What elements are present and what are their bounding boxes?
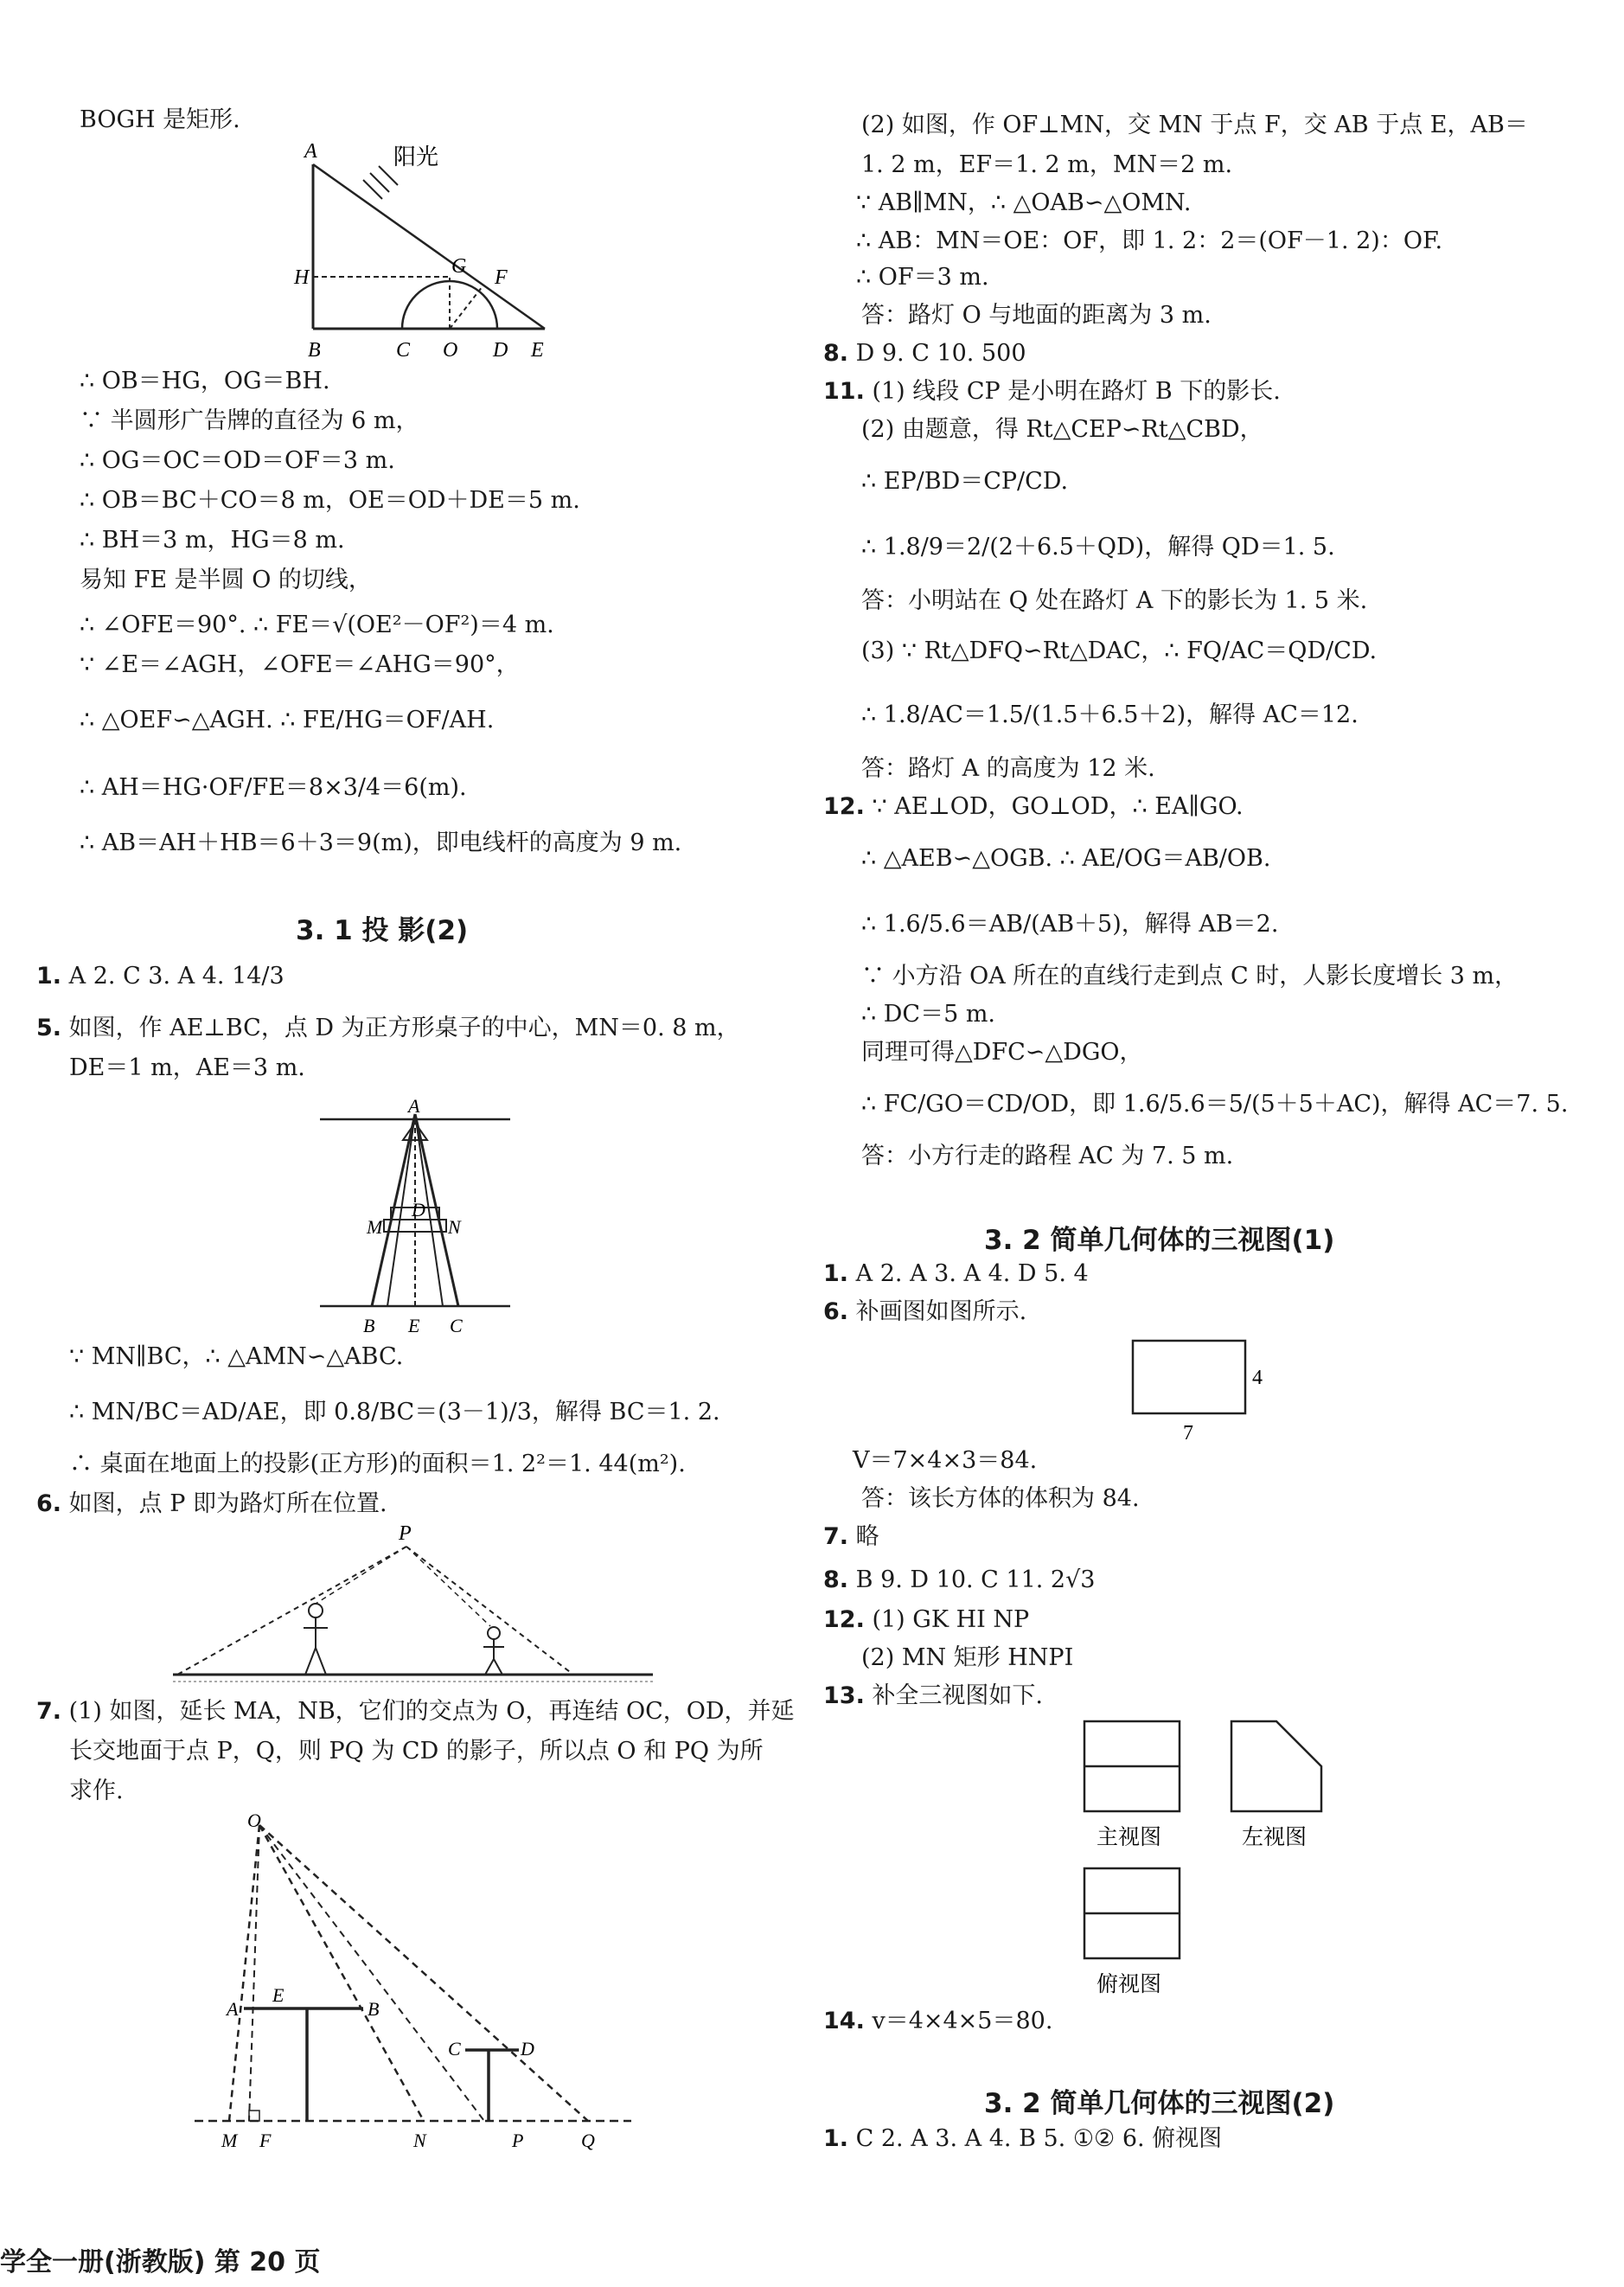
- section-title: 3. 2 简单几何体的三视图(2): [984, 2088, 1335, 2119]
- text-line: 长交地面于点 P，Q，则 PQ 为 CD 的影子，所以点 O 和 PQ 为所: [69, 1738, 764, 1765]
- item-number: 1.: [36, 963, 62, 990]
- text-line: (2) 如图，作 OF⊥MN，交 MN 于点 F，交 AB 于点 E，AB＝: [861, 112, 1528, 138]
- point-label: C: [448, 2038, 461, 2060]
- text-line: ∵ 半圆形广告牌的直径为 6 m，: [80, 407, 419, 434]
- answer-line: [823, 2007, 1052, 2036]
- street-lamp-figure: [169, 1522, 662, 1690]
- answer-line: [36, 1014, 740, 1043]
- item-number: 8.: [823, 340, 849, 367]
- sunlight-label: 阳光: [393, 144, 439, 170]
- text-line: ∵ MN∥BC，∴ △AMN∽△ABC.: [69, 1343, 404, 1370]
- answer-line: [823, 792, 1244, 822]
- point-label: H: [294, 266, 310, 289]
- item-number: 6.: [823, 1298, 849, 1325]
- text-line: ∴ BH＝3 m，HG＝8 m.: [80, 527, 345, 554]
- item-number: 7.: [823, 1523, 849, 1550]
- point-label: F: [259, 2130, 272, 2151]
- point-label: P: [512, 2130, 524, 2151]
- answer-line: [823, 1297, 1026, 1327]
- point-label: B: [368, 1998, 380, 2020]
- text-line: 1. 2 m，EF＝1. 2 m，MN＝2 m.: [861, 151, 1233, 178]
- point-label: D: [521, 2038, 534, 2060]
- item-number: 1.: [823, 2125, 849, 2152]
- point-label: C: [450, 1315, 463, 1336]
- item-text: A 2. C 3. A 4. 14/3: [68, 963, 285, 990]
- item-text: C 2. A 3. A 4. B 5. ①② 6. 俯视图: [855, 2125, 1223, 2152]
- answer-line: [36, 962, 285, 991]
- point-label: P: [399, 1522, 412, 1545]
- point-label: D: [412, 1199, 425, 1220]
- text-line: 易知 FE 是半圆 O 的切线，: [80, 567, 372, 593]
- text-line: BOGH 是矩形.: [80, 106, 240, 133]
- text-line: ∴ OF＝3 m.: [856, 264, 989, 291]
- rectangle-figure: [1124, 1332, 1288, 1448]
- item-text: (1) 如图，延长 MA，NB，它们的交点为 O，再连结 OC，OD，并延: [68, 1698, 795, 1725]
- item-number: 12.: [823, 793, 865, 820]
- item-number: 6.: [36, 1490, 62, 1517]
- point-label: O: [247, 1810, 261, 1831]
- point-label: N: [413, 2130, 426, 2151]
- point-label: M: [221, 2130, 238, 2151]
- section-title: 3. 2 简单几何体的三视图(1): [984, 1225, 1335, 1256]
- text-line: 答：路灯 A 的高度为 12 米.: [861, 755, 1155, 782]
- text-line: 同理可得△DFC∽△DGO，: [861, 1039, 1143, 1066]
- text-line: ∴ OB＝BC＋CO＝8 m，OE＝OD＋DE＝5 m.: [80, 487, 580, 514]
- three-views-figure: [1072, 1716, 1349, 2005]
- item-text: A 2. A 3. A 4. D 5. 4: [855, 1260, 1089, 1287]
- text-line: ∴ 1.6/5.6＝AB/(AB＋5)，解得 AB＝2.: [861, 911, 1279, 938]
- point-label: E: [272, 1984, 285, 2006]
- height-label: 4: [1252, 1367, 1263, 1389]
- text-line: ∴ MN/BC＝AD/AE，即 0.8/BC＝(3－1)/3，解得 BC＝1. 2.: [69, 1399, 720, 1425]
- point-label: Q: [581, 2130, 595, 2151]
- point-label: D: [493, 339, 508, 362]
- point-label: B: [308, 339, 321, 362]
- answer-line: [823, 2124, 1222, 2154]
- text-line: ∴ AH＝HG·OF/FE＝8×3/4＝6(m).: [80, 774, 467, 801]
- text-line: ∴ AB：MN＝OE：OF，即 1. 2：2＝(OF－1. 2)：OF.: [856, 227, 1443, 254]
- item-text: (1) 线段 CP 是小明在路灯 B 下的影长.: [872, 378, 1281, 405]
- left-view-label: 左视图: [1242, 1826, 1308, 1849]
- item-text: 如图，作 AE⊥BC，点 D 为正方形桌子的中心，MN＝0. 8 m，: [68, 1015, 740, 1041]
- front-view-label: 主视图: [1097, 1826, 1162, 1849]
- text-line: ∴ OG＝OC＝OD＝OF＝3 m.: [80, 447, 395, 474]
- item-number: 8.: [823, 1566, 849, 1593]
- table-projection-figure: [311, 1088, 519, 1342]
- point-label: N: [448, 1216, 461, 1238]
- page-footer: 学全一册(浙教版) 第 20 页: [0, 2247, 321, 2277]
- item-text: B 9. D 10. C 11. 2√3: [855, 1566, 1096, 1593]
- item-text: (1) GK HI NP: [872, 1606, 1030, 1633]
- text-line: 答：路灯 O 与地面的距离为 3 m.: [861, 302, 1212, 329]
- text-line: 答：小明站在 Q 处在路灯 A 下的影长为 1. 5 米.: [861, 587, 1368, 614]
- text-line: DE＝1 m，AE＝3 m.: [69, 1054, 305, 1081]
- answer-line: [36, 1489, 387, 1519]
- point-label: A: [227, 1998, 239, 2020]
- point-label: E: [408, 1315, 420, 1336]
- item-text: D 9. C 10. 500: [855, 340, 1026, 367]
- answer-line: [823, 1522, 879, 1552]
- item-number: 1.: [823, 1260, 849, 1287]
- text-line: ∴ 1.8/AC＝1.5/(1.5＋6.5＋2)，解得 AC＝12.: [861, 701, 1359, 728]
- text-line: ∴ △AEB∽△OGB. ∴ AE/OG＝AB/OB.: [861, 845, 1271, 872]
- text-line: (2) MN 矩形 HNPI: [861, 1644, 1074, 1671]
- text-line: ∴ FC/GO＝CD/OD，即 1.6/5.6＝5/(5＋5＋AC)，解得 AC＝7. 5.: [861, 1091, 1569, 1118]
- text-line: (2) 由题意，得 Rt△CEP∽Rt△CBD，: [861, 416, 1263, 443]
- point-label: B: [363, 1315, 375, 1336]
- text-line: (3) ∵ Rt△DFQ∽Rt△DAC，∴ FQ/AC＝QD/CD.: [861, 637, 1378, 664]
- point-label: M: [367, 1216, 383, 1238]
- answer-line: [823, 1259, 1089, 1289]
- point-label: G: [451, 255, 467, 278]
- text-line: ∴ DC＝5 m.: [861, 1001, 996, 1028]
- text-line: ∴ AB＝AH＋HB＝6＋3＝9(m)，即电线杆的高度为 9 m.: [80, 830, 682, 856]
- item-number: 7.: [36, 1698, 62, 1725]
- text-line: ∴ ∠OFE＝90°. ∴ FE＝√(OE²－OF²)＝4 m.: [80, 612, 554, 638]
- text-line: 答：该长方体的体积为 84.: [861, 1485, 1140, 1512]
- point-label: A: [304, 140, 317, 163]
- section-title: 3. 1 投 影(2): [296, 915, 469, 946]
- item-number: 14.: [823, 2008, 865, 2034]
- text-line: 求作.: [69, 1778, 124, 1804]
- answer-line: [823, 1566, 1095, 1595]
- text-line: ∵ 小方沿 OA 所在的直线行走到点 C 时，人影长度增长 3 m，: [861, 963, 1519, 990]
- text-line: ∵ AB∥MN，∴ △OAB∽△OMN.: [856, 189, 1192, 216]
- item-text: v＝4×4×5＝80.: [872, 2008, 1053, 2034]
- point-label: F: [495, 266, 508, 289]
- sunlight-figure: [277, 138, 571, 367]
- text-line: ∴ EP/BD＝CP/CD.: [861, 468, 1069, 495]
- item-number: 5.: [36, 1015, 62, 1041]
- point-label: E: [531, 339, 544, 362]
- item-number: 11.: [823, 378, 865, 405]
- text-line: V＝7×4×3＝84.: [853, 1447, 1038, 1474]
- text-line: 答：小方行走的路程 AC 为 7. 5 m.: [861, 1143, 1234, 1169]
- item-text: ∵ AE⊥OD，GO⊥OD，∴ EA∥GO.: [872, 793, 1244, 820]
- text-line: ∴ 1.8/9＝2/(2＋6.5＋QD)，解得 QD＝1. 5.: [861, 534, 1335, 561]
- answer-line: [823, 339, 1026, 368]
- answer-line: [823, 1682, 1043, 1711]
- point-label: A: [408, 1095, 420, 1117]
- text-line: ∴ △OEF∽△AGH. ∴ FE/HG＝OF/AH.: [80, 707, 495, 734]
- width-label: 7: [1183, 1422, 1193, 1445]
- item-number: 12.: [823, 1606, 865, 1633]
- item-text: 略: [855, 1523, 879, 1550]
- text-line: ∵ ∠E＝∠AGH，∠OFE＝∠AHG＝90°，: [80, 651, 520, 678]
- answer-line: [823, 377, 1281, 407]
- item-text: 补全三视图如下.: [872, 1682, 1044, 1709]
- answer-line: [36, 1697, 795, 1726]
- text-line: ∴ OB＝HG，OG＝BH.: [80, 368, 330, 394]
- item-number: 13.: [823, 1682, 865, 1709]
- top-view-label: 俯视图: [1097, 1973, 1162, 1996]
- lamp-shadow-figure: [190, 1808, 640, 2166]
- answer-line: [823, 1605, 1029, 1635]
- point-label: O: [443, 339, 458, 362]
- point-label: C: [396, 339, 411, 362]
- item-text: 如图，点 P 即为路灯所在位置.: [68, 1490, 387, 1517]
- item-text: 补画图如图所示.: [855, 1298, 1027, 1325]
- text-line: ∴ 桌面在地面上的投影(正方形)的面积＝1. 2²＝1. 44(m²).: [69, 1451, 686, 1477]
